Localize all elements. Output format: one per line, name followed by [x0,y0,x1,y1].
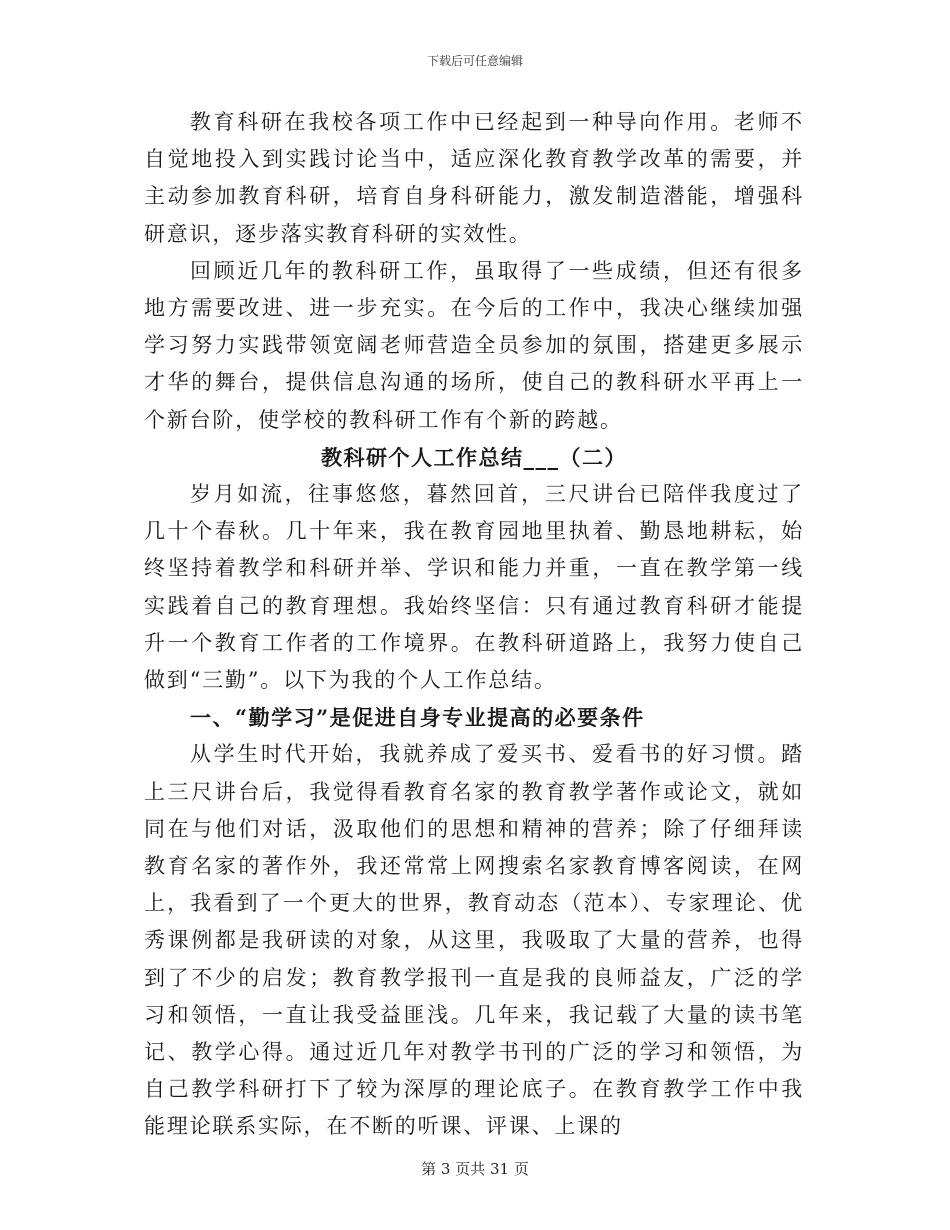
page-number: 第 3 页共 31 页 [421,1160,529,1178]
paragraph-1: 教育科研在我校各项工作中已经起到一种导向作用。老师不自觉地投入到实践讨论当中，适应深化教育教学改革的需要，并主动参加教育科研，培育自身科研能力，激发制造潜能，增强科研意识，逐步落实教育科研的实效性。 [144,110,804,246]
page-header-note: 下载后可任意编辑 [426,54,523,68]
document-body [144,104,804,1146]
paragraph-2: 回顾近几年的教科研工作，虽取得了一些成绩，但还有很多地方需要改进、进一步充实。在今后的工作中，我决心继续加强学习努力实践带领宽阔老师营造全员参加的氛围，搭建更多展示才华的舞台，提供信息沟通的场所，使自己的教科研水平再上一个新台阶，使学校的教科研工作有个新的跨越。 [144,258,804,432]
section-heading-1: 一、“勤学习”是促进自身专业提高的必要条件 [190,705,645,731]
section-title: 教科研个人工作总结___（二） [321,444,627,470]
paragraph-4: 从学生时代开始，我就养成了爱买书、爱看书的好习惯。踏上三尺讲台后，我觉得看教育名家的教育教学著作或论文，就如同在与他们对话，汲取他们的思想和精神的营养；除了仔细拜读教育名家的著作外，我还常常上网搜索名家教育博客阅读，在网上，我看到了一个更大的世界，教育动态（范本）、专家理论、优秀课例都是我研读的对象，从这里，我吸取了大量的营养，也得到了不少的启发；教育教学报刊一直是我的良师益友，广泛的学习和领悟，一直让我受益匪浅。几年来，我记载了大量的读书笔记、教学心得。通过近几年对教学书刊的广泛的学习和领悟，为自己教学科研打下了较为深厚的理论底子。在教育教学工作中我能理论联系实际，在不断的听课、评课、上课的 [144,742,804,1139]
paragraph-3: 岁月如流，往事悠悠，暮然回首，三尺讲台已陪伴我度过了几十个春秋。几十年来，我在教育园地里执着、勤恳地耕耘，始终坚持着教学和科研并举、学识和能力并重，一直在教学第一线实践着自己的教育理想。我始终坚信：只有通过教育科研才能提升一个教育工作者的工作境界。在教科研道路上，我努力使自己做到“三勤”。以下为我的个人工作总结。 [144,482,804,693]
